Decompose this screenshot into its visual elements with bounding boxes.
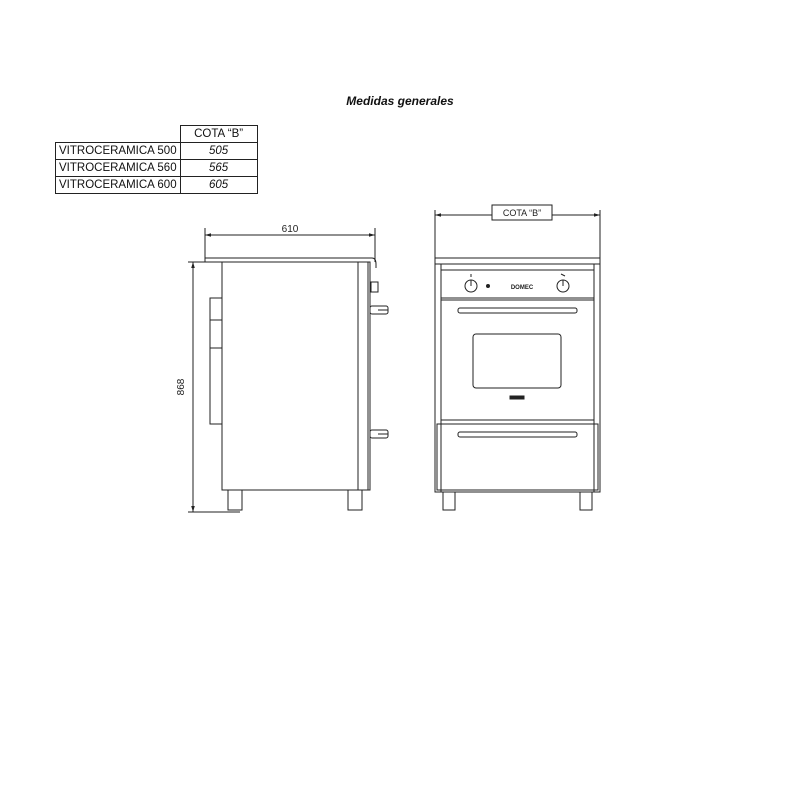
right-foot [580,492,592,510]
front-view [435,205,600,510]
rear-panel [210,298,222,424]
indicator-light [487,285,490,288]
left-foot [443,492,455,510]
oven-window [473,334,561,388]
value-cell: 565 [180,160,257,177]
storage-drawer [437,424,598,490]
depth-label: 610 [281,224,299,235]
cooktop-edge [435,258,600,264]
page-title: Medidas generales [346,94,454,108]
height-dimension [188,262,240,512]
model-cell: VITROCERAMICA 500 [56,143,181,160]
rear-foot [228,490,242,510]
model-cell: VITROCERAMICA 600 [56,177,181,194]
value-cell: 605 [180,177,257,194]
table-header-cell: COTA “B” [180,126,257,143]
drawer-handle [458,432,577,437]
model-cell: VITROCERAMICA 560 [56,160,181,177]
width-label: COTA “B” [502,208,542,218]
front-foot [348,490,362,510]
knob-side [371,282,378,292]
door-badge [510,396,524,399]
height-label: 868 [176,378,187,396]
oven-handle [458,308,577,313]
value-cell: 505 [180,143,257,160]
cooktop-top [205,258,376,268]
side-body [222,262,370,490]
left-knob [465,274,477,292]
oven-door [441,300,594,420]
control-panel [441,270,594,298]
side-view [188,228,388,512]
brand-logo: DOMEC [510,285,534,291]
right-knob [557,274,569,292]
